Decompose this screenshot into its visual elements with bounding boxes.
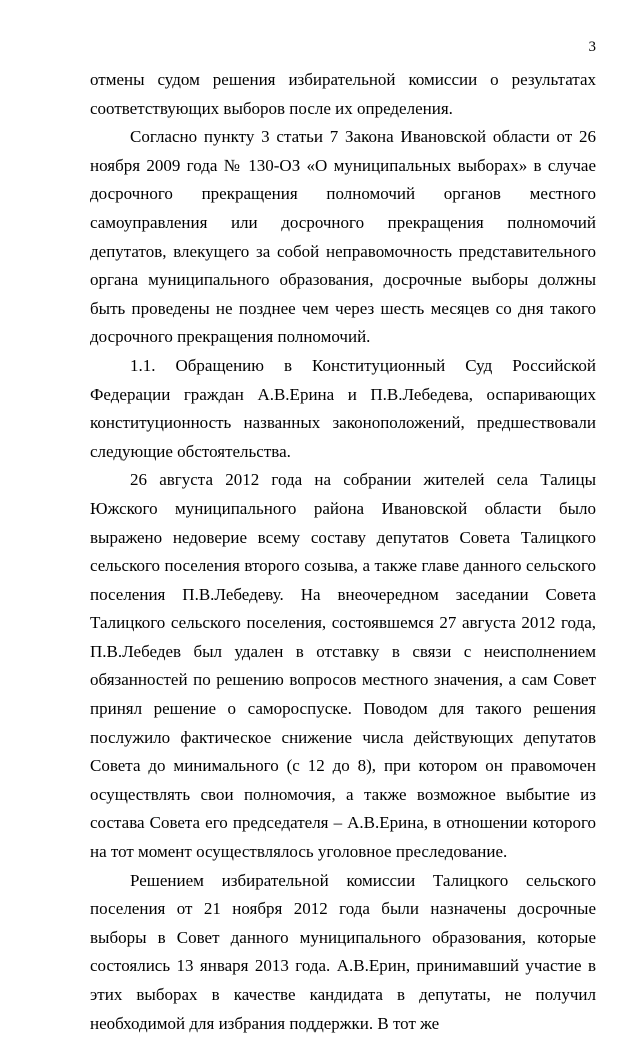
paragraph-events: 26 августа 2012 года на собрании жителей села Талицы Южского муниципального района Ивановской области было выражено недоверие всему составу депутатов Совета Талицкого сельского поселения второго созыва, а также главе данного сельского поселения П.В.Лебедеву. На внеочередном заседании Совета Талицкого сельского поселения, состоявшемся 27 августа 2012 года, П.В.Лебедев был удален в отставку в связи с неисполнением обязанностей по решению вопросов местного значения, а сам Совет принял решение о самороспуске. Поводом для такого решения послужило фактическое снижение числа действующих депутатов Совета до минимального (с 12 до 8), при котором он правомочен осуществлять свои полномочия, а также возможное выбытие из состава Совета его председателя – А.В.Ерина, в отношении которого на тот момент осуществлялось уголовное преследование. [90,470,596,862]
document-body [90,66,596,1038]
paragraph-continuation: отмены судом решения избирательной комиссии о результатах соответствующих выборов после их определения. [90,70,596,118]
paragraph-law-reference: Согласно пункту 3 статьи 7 Закона Ивановской области от 26 ноября 2009 года № 130-ОЗ «О муниципальных выборах» в случае досрочного прекращения полномочий органов местного самоуправления или досрочного прекращения полномочий депутатов, влекущего за собой неправомочность представительного органа муниципального образования, досрочные выборы должны быть проведены не позднее чем через шесть месяцев со дня такого досрочного прекращения полномочий. [90,127,596,347]
page-number: 3 [588,39,596,55]
paragraph-appeal-background: 1.1. Обращению в Конституционный Суд Российской Федерации граждан А.В.Ерина и П.В.Лебедева, оспаривающих конституционность названных законоположений, предшествовали следующие обстоятельства. [90,355,596,461]
paragraph-election-decision: Решением избирательной комиссии Талицкого сельского поселения от 21 ноября 2012 года были назначены досрочные выборы в Совет данного муниципального образования, которые состоялись 13 января 2013 года. А.В.Ерин, принимавший участие в этих выборах в качестве кандидата в депутаты, не получил необходимой для избрания поддержки. В тот же [90,870,596,1033]
